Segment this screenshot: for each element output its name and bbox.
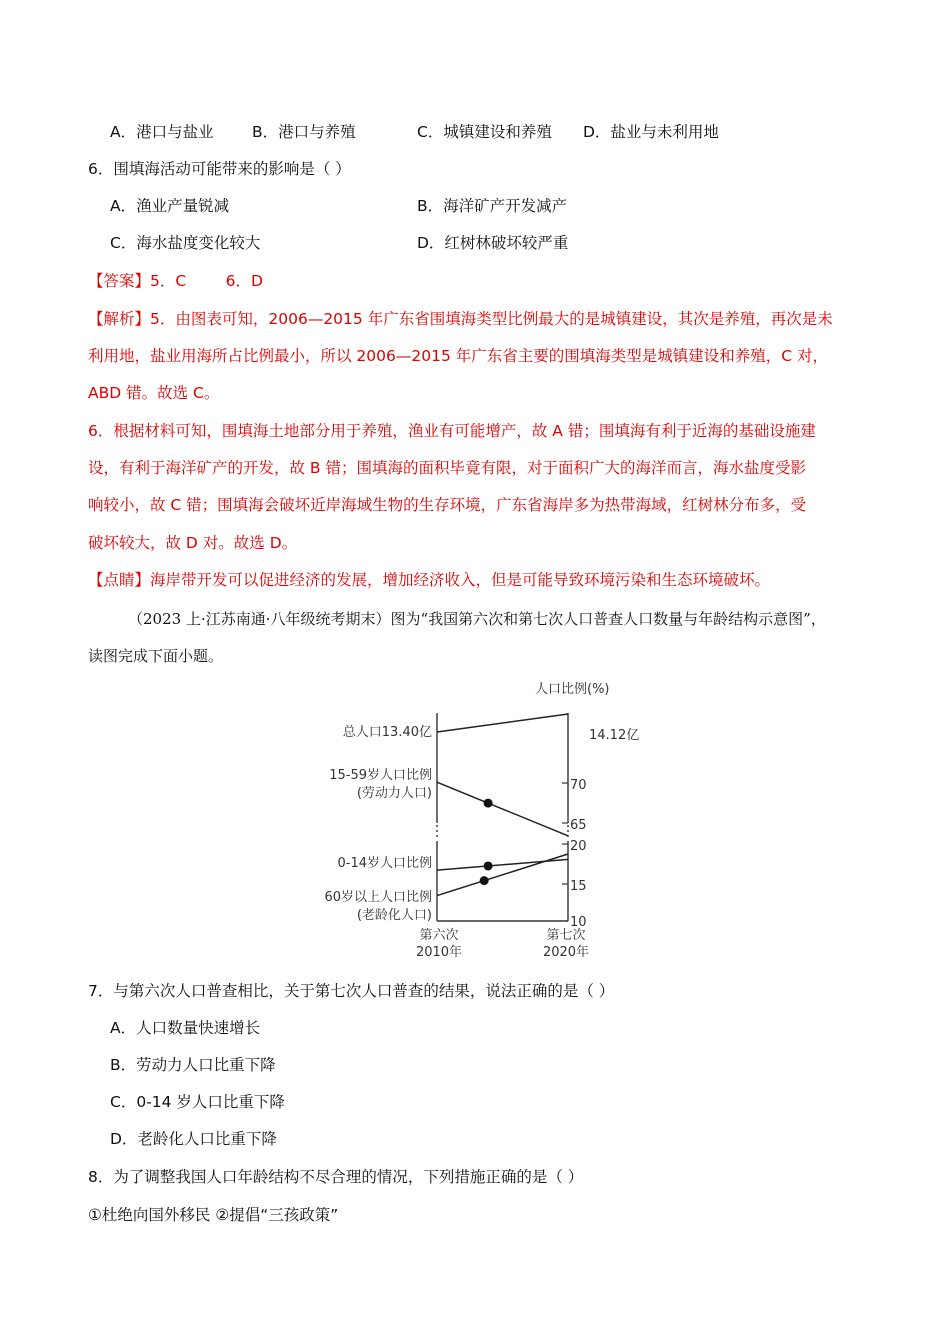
- answer-text: 5．C 6．D: [150, 272, 263, 290]
- q6-option-c: C．海水盐度变化较大: [110, 234, 261, 252]
- series-line-total-population: [437, 714, 568, 732]
- answer-line: [88, 271, 263, 291]
- tip-line: [88, 570, 770, 590]
- tick-label-65: 65: [570, 818, 587, 833]
- x-label-2010-top: 第六次: [419, 928, 459, 943]
- tick-label-10: 10: [570, 915, 587, 930]
- analysis-line-2: 利用地，盐业用海所占比例最小，所以 2006—2015 年广东省主要的围填海类型是城镇建设和养殖，C 对，: [88, 347, 828, 365]
- label-total-population-right: 14.12亿: [589, 728, 640, 743]
- series-dot-60-plus: [480, 876, 489, 885]
- tip-text: 海岸带开发可以促进经济的发展，增加经济收入，但是可能导致环境污染和生态环境破坏。: [150, 571, 771, 589]
- population-chart: [0, 675, 950, 975]
- answer-label: 【答案】: [88, 272, 151, 290]
- intro-line-1: （2023 上·江苏南通·八年级统考期末）图为“我国第六次和第七次人口普查人口数量与年龄结构示意图”，: [128, 610, 826, 628]
- q8-stem: 8．为了调整我国人口年龄结构不尽合理的情况，下列措施正确的是（ ）: [88, 1168, 584, 1186]
- q6-option-b: B．海洋矿产开发减产: [417, 197, 568, 215]
- q5-option-a: A．港口与盐业: [110, 123, 214, 141]
- series-dot-15-59: [484, 799, 493, 808]
- tick-label-70: 70: [570, 778, 587, 793]
- label-total-population: 总人口13.40亿: [342, 725, 432, 740]
- q8-items: ①杜绝向国外移民 ②提倡“三孩政策”: [88, 1206, 339, 1224]
- series-dot-0-14: [484, 861, 493, 870]
- label-60-plus: 60岁以上人口比例: [324, 890, 432, 905]
- q5-option-b: B．港口与养殖: [252, 123, 356, 141]
- label-15-59: 15-59岁人口比例: [329, 768, 432, 783]
- analysis-line-5: 设，有利于海洋矿产的开发，故 B 错；围填海的面积毕竟有限，对于面积广大的海洋而言，海水盐度受影: [88, 459, 806, 477]
- series-line-15-59: [437, 782, 568, 836]
- q7-stem: 7．与第六次人口普查相比，关于第七次人口普查的结果，说法正确的是（ ）: [88, 982, 615, 1000]
- q5-option-c: C．城镇建设和养殖: [417, 123, 552, 141]
- label-60-plus-sub: (老龄化人口): [356, 908, 432, 923]
- q7-option-d: D．老龄化人口比重下降: [110, 1130, 277, 1148]
- y-axis-label: 人口比例(%): [535, 682, 610, 697]
- analysis-label: 【解析】: [88, 310, 151, 328]
- x-label-2010-bottom: 2010年: [415, 945, 463, 960]
- q7-option-b: B．劳动力人口比重下降: [110, 1056, 276, 1074]
- analysis-line-3: ABD 错。故选 C。: [88, 384, 220, 402]
- q6-option-a: A．渔业产量锐减: [110, 197, 230, 215]
- analysis-line-4: 6．根据材料可知，围填海土地部分用于养殖，渔业有可能增产，故 A 错；围填海有利于近海的基础设施建: [88, 422, 816, 440]
- q7-option-a: A．人口数量快速增长: [110, 1019, 261, 1037]
- label-0-14: 0-14岁人口比例: [337, 856, 432, 871]
- analysis-line-6: 响较小，故 C 错；围填海会破坏近岸海域生物的生存环境，广东省海岸多为热带海域，红树林分布多，受: [88, 496, 807, 514]
- analysis-line-1: [88, 309, 833, 329]
- q5-option-d: D．盐业与未利用地: [583, 123, 719, 141]
- label-15-59-sub: (劳动力人口): [356, 786, 432, 801]
- series-line-60-plus: [437, 854, 568, 896]
- analysis-line-7: 破坏较大，故 D 对。故选 D。: [88, 534, 298, 552]
- x-label-2020-top: 第七次: [546, 928, 586, 943]
- tip-label: 【点睛】: [88, 571, 151, 589]
- tick-label-15: 15: [570, 879, 587, 894]
- analysis-text-1: 5．由图表可知，2006—2015 年广东省围填海类型比例最大的是城镇建设，其次是养殖，再次是未: [150, 310, 833, 328]
- q7-option-c: C．0-14 岁人口比重下降: [110, 1093, 285, 1111]
- q6-stem: 6．围填海活动可能带来的影响是（ ）: [88, 160, 351, 178]
- x-label-2020-bottom: 2020年: [542, 945, 590, 960]
- intro-line-2: 读图完成下面小题。: [88, 647, 224, 665]
- q6-option-d: D．红树林破坏较严重: [417, 234, 569, 252]
- tick-label-20: 20: [570, 839, 587, 854]
